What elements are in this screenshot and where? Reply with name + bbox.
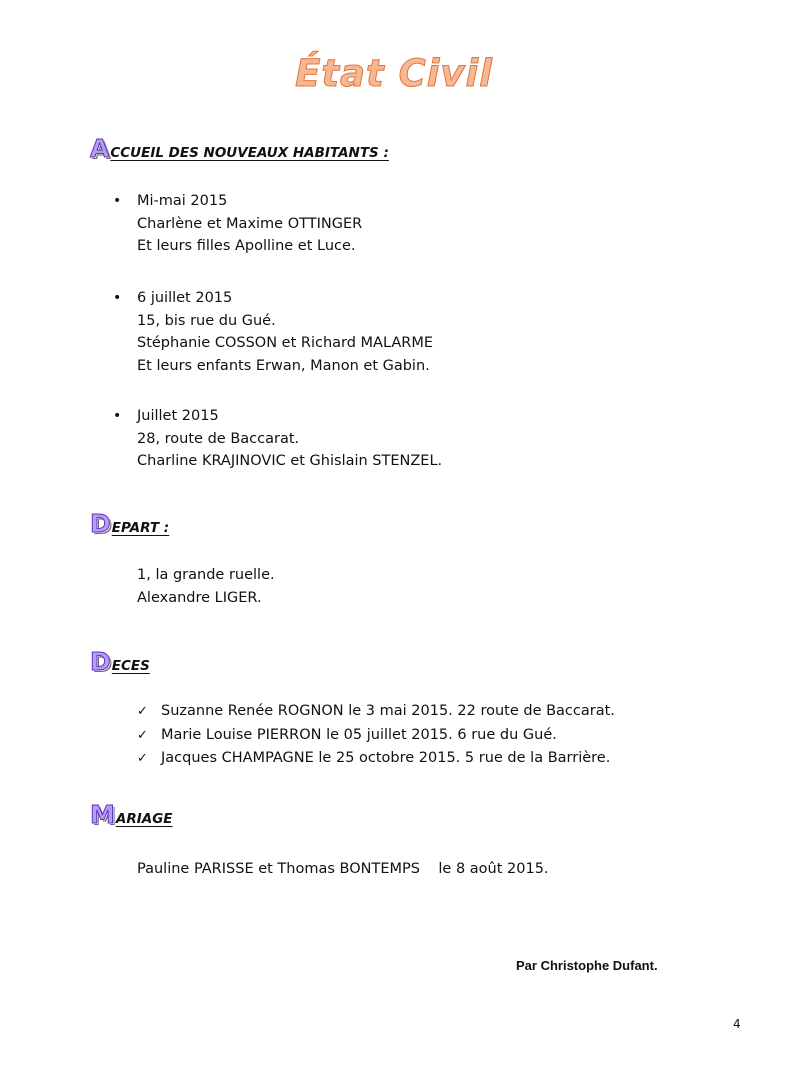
entry-line: Charline KRAJINOVIC et Ghislain STENZEL.: [137, 453, 443, 469]
page-title: État Civil: [295, 52, 493, 95]
deces-item-text: Marie Louise PIERRON le 05 juillet 2015. 6 rue du Gué.: [161, 726, 557, 743]
depart-block: [137, 564, 275, 609]
dropcap-d: D: [90, 509, 111, 538]
entry-line: 28, route de Baccarat.: [137, 430, 300, 447]
signature: Par Christophe Dufant.: [516, 958, 658, 973]
checkmark-icon: ✓: [137, 727, 148, 743]
entry-line: Stéphanie COSSON et Richard MALARME: [137, 335, 434, 351]
entry-line: Et leurs filles Apolline et Luce.: [137, 238, 356, 254]
checkmark-icon: ✓: [137, 704, 148, 719]
section-heading-accueil: [90, 136, 389, 161]
list-item: [137, 700, 615, 724]
deces-item-text: Jacques CHAMPAGNE le 25 octobre 2015. 5 rue de la Barrière.: [161, 750, 611, 766]
entry-line: Juillet 2015: [137, 408, 219, 424]
dropcap-m: M: [90, 800, 115, 829]
heading-text-deces: ECES: [111, 658, 150, 674]
page-number: 4: [733, 1017, 741, 1031]
accueil-entry-2: [113, 287, 434, 377]
accueil-entry-1: [113, 190, 363, 258]
dropcap-a: A: [90, 134, 110, 163]
heading-text-accueil: CCUEIL DES NOUVEAUX HABITANTS :: [110, 145, 389, 161]
depart-line: 1, la grande ruelle.: [137, 567, 275, 583]
heading-text-depart: EPART :: [111, 520, 170, 536]
list-item: [137, 724, 615, 748]
checkmark-icon: ✓: [137, 751, 148, 766]
section-heading-depart: [90, 511, 169, 536]
entry-line: 15, bis rue du Gué.: [137, 312, 276, 329]
deces-list: [137, 700, 615, 771]
section-heading-deces: [90, 649, 150, 674]
entry-line: 6 juillet 2015: [137, 290, 233, 306]
bullet-icon: •: [113, 290, 122, 306]
entry-line: Mi-mai 2015: [137, 193, 228, 209]
bullet-icon: •: [113, 408, 122, 424]
entry-line: Charlène et Maxime OTTINGER: [137, 215, 363, 232]
accueil-entry-3: [113, 405, 443, 473]
deces-item-text: Suzanne Renée ROGNON le 3 mai 2015. 22 route de Baccarat.: [161, 703, 615, 719]
section-heading-mariage: [90, 802, 173, 827]
list-item: [137, 747, 615, 771]
dropcap-d: D: [90, 647, 111, 676]
heading-text-mariage: ARIAGE: [115, 811, 173, 827]
mariage-line: Pauline PARISSE et Thomas BONTEMPS le 8 août 2015.: [137, 861, 549, 877]
entry-line: Et leurs enfants Erwan, Manon et Gabin.: [137, 357, 430, 374]
bullet-icon: •: [113, 193, 122, 209]
depart-line: Alexandre LIGER.: [137, 589, 262, 606]
